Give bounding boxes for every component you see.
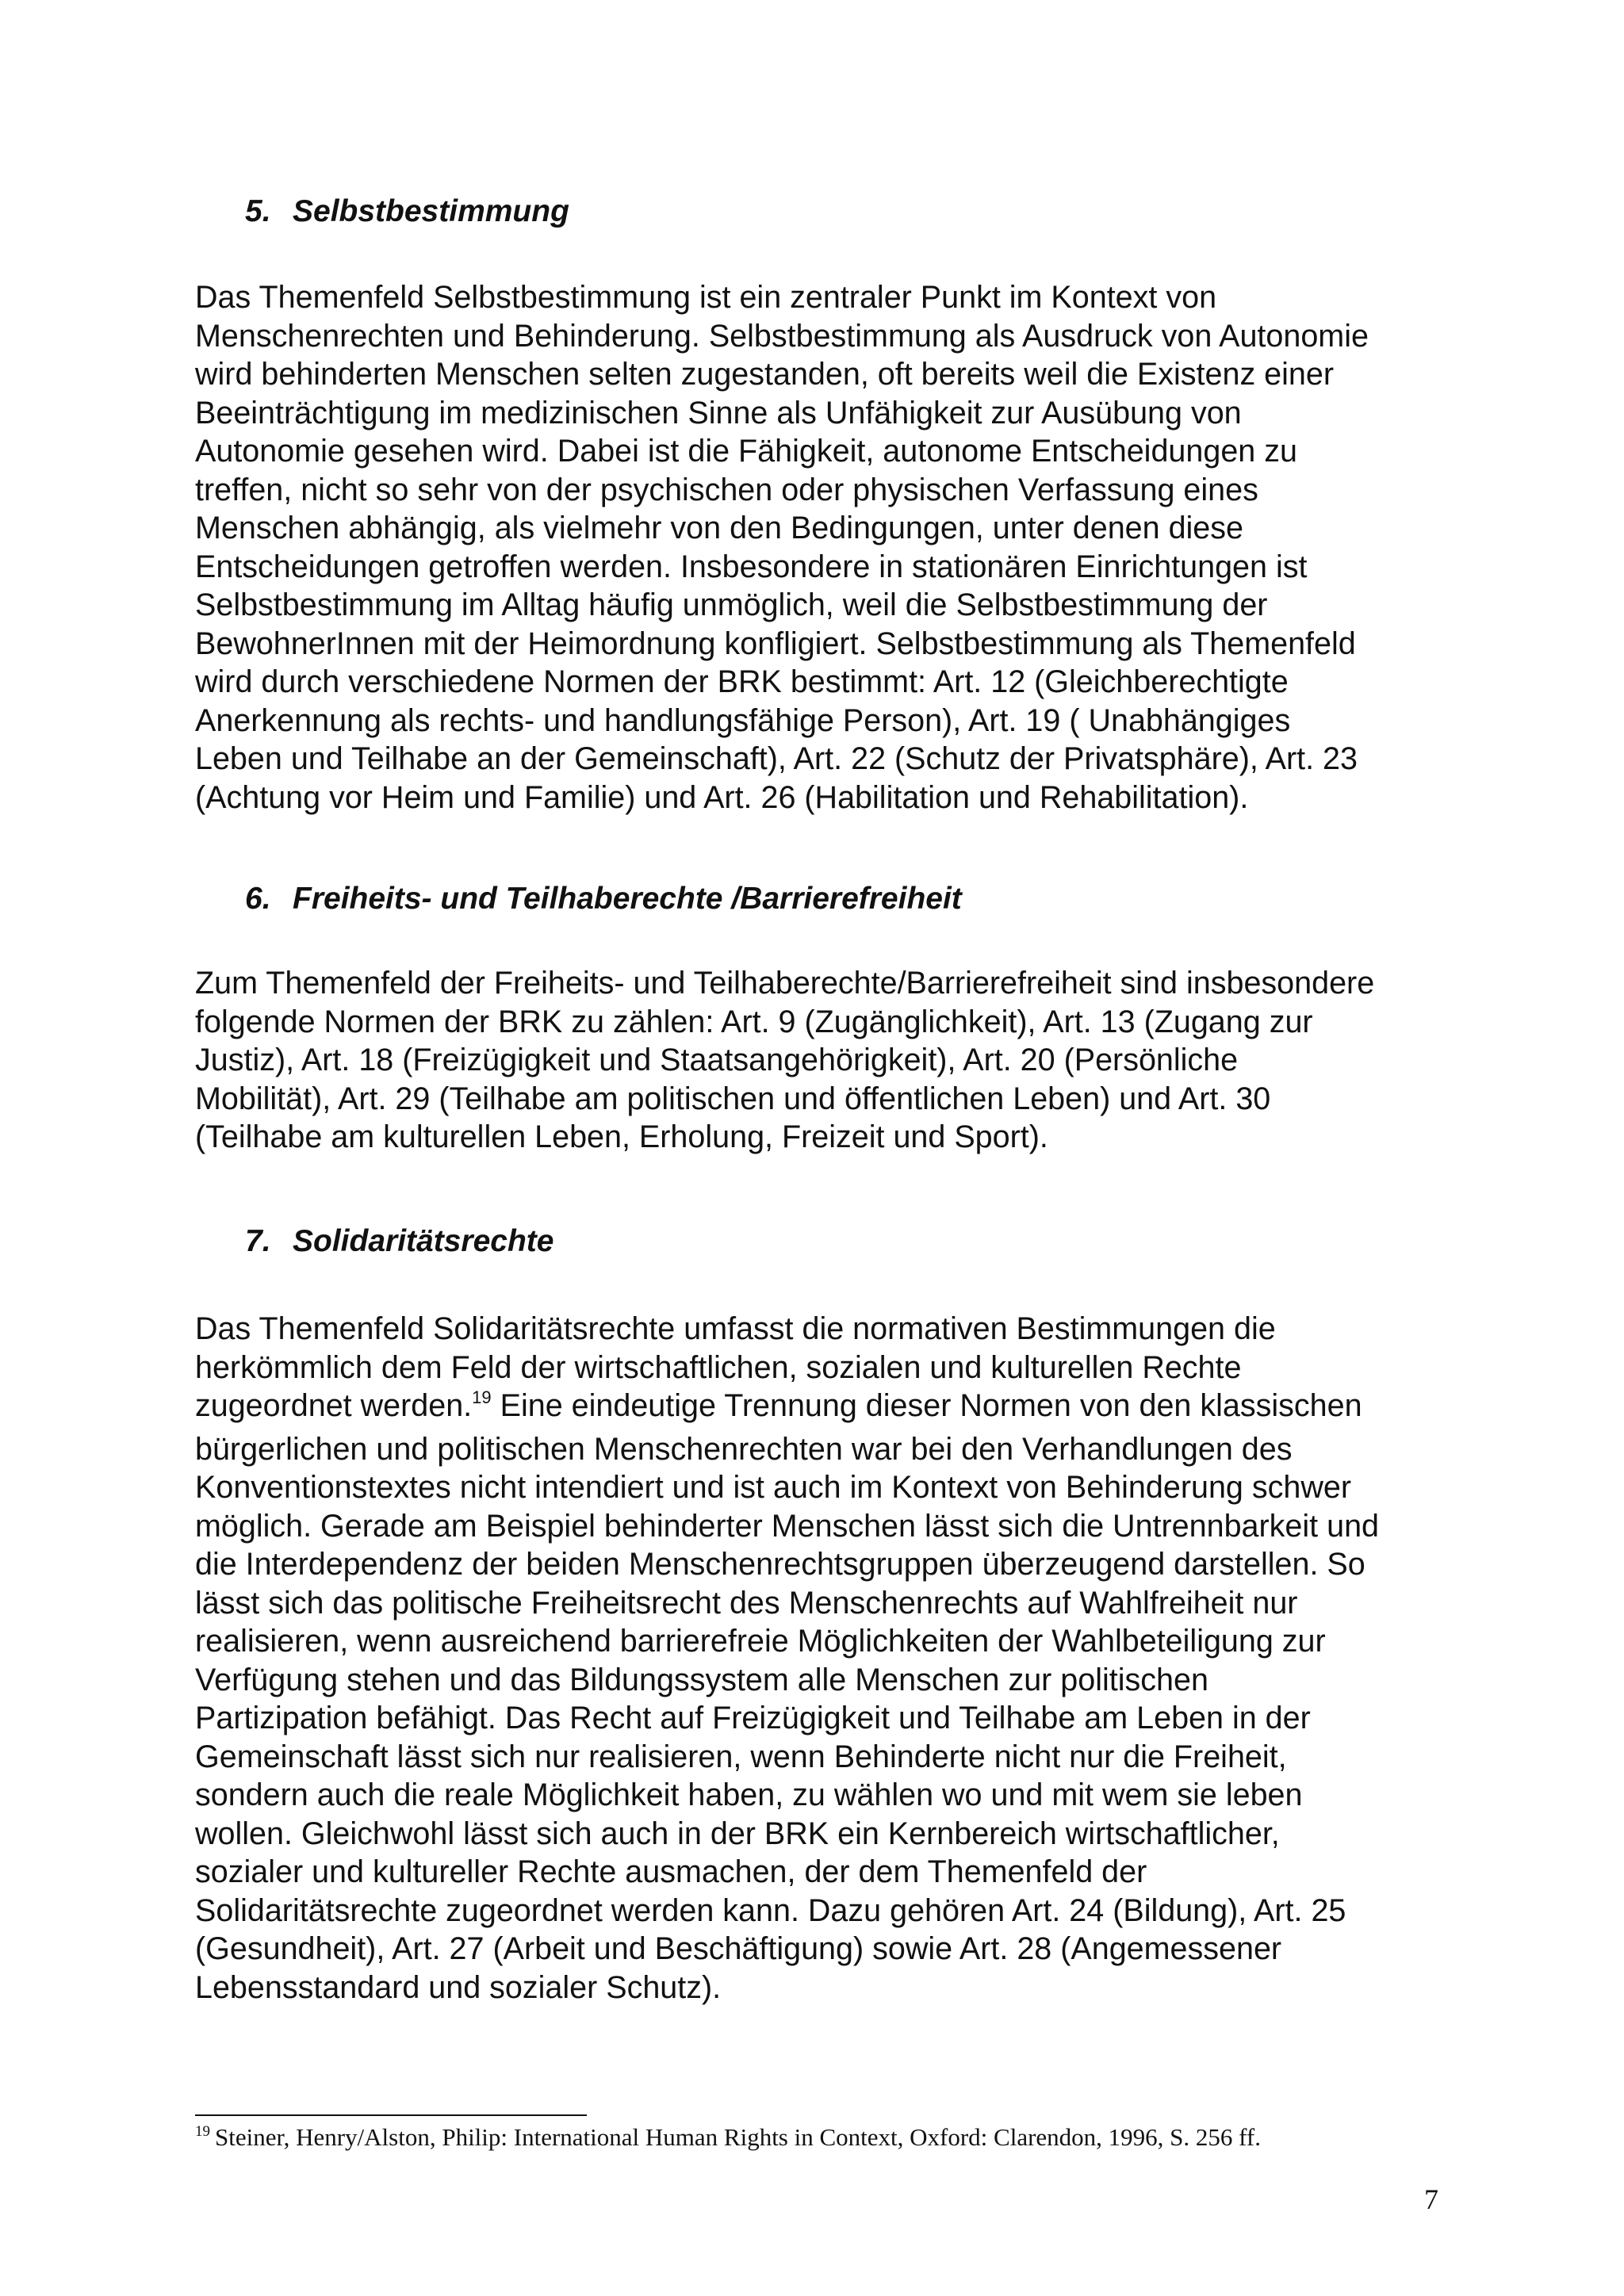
- section-heading-7: [195, 1223, 1498, 1261]
- text-line: BewohnerInnen mit der Heimordnung konfligiert. Selbstbestimmung als Themenfeld: [195, 626, 1356, 661]
- text-line: Anerkennung als rechts- und handlungsfähige Person), Art. 19 ( Unabhängiges: [195, 702, 1291, 738]
- text-line: folgende Normen der BRK zu zählen: Art. 9 (Zugänglichkeit), Art. 13 (Zugang zur: [195, 1004, 1313, 1039]
- text-line: Solidaritätsrechte zugeordnet werden kann. Dazu gehören Art. 24 (Bildung), Art. 25: [195, 1892, 1346, 1928]
- text-line: realisieren, wenn ausreichend barrierefreie Möglichkeiten der Wahlbeteiligung zur: [195, 1624, 1326, 1659]
- text-line: herkömmlich dem Feld der wirtschaftlichen, sozialen und kulturellen Rechte: [195, 1349, 1242, 1385]
- text-line: Partizipation befähigt. Das Recht auf Freizügigkeit und Teilhabe am Leben in der: [195, 1701, 1311, 1735]
- text-segment: Eine eindeutige Trennung dieser Normen von den klassischen: [491, 1388, 1362, 1423]
- text-line: Menschenrechten und Behinderung. Selbstbestimmung als Ausdruck von Autonomie: [195, 318, 1369, 354]
- footnote-text: Steiner, Henry/Alston, Philip: International Human Rights in Context, Oxford: Clarendon, 1996, S. 256 ff.: [215, 2123, 1261, 2151]
- text-line: treffen, nicht so sehr von der psychischen oder physischen Verfassung eines: [195, 472, 1258, 507]
- text-line: Selbstbestimmung im Alltag häufig unmöglich, weil die Selbstbestimmung der: [195, 587, 1268, 622]
- text-line: Lebensstandard und sozialer Schutz).: [195, 1969, 722, 2005]
- text-segment: zugeordnet werden.: [195, 1388, 473, 1423]
- text-line: die Interdependenz der beiden Menschenrechtsgruppen überzeugend darstellen. So: [195, 1547, 1365, 1582]
- text-line: möglich. Gerade am Beispiel behinderter Menschen lässt sich die Untrennbarkeit und: [195, 1508, 1380, 1544]
- text-line: (Teilhabe am kulturellen Leben, Erholung, Freizeit und Sport).: [195, 1119, 1048, 1154]
- text-line: Gemeinschaft lässt sich nur realisieren, wenn Behinderte nicht nur die Freiheit,: [195, 1739, 1287, 1774]
- footnote-reference[interactable]: 19: [472, 1387, 492, 1407]
- text-line: Zum Themenfeld der Freiheits- und Teilhaberechte/Barrierefreiheit sind insbesondere: [195, 966, 1375, 1001]
- text-line: Leben und Teilhabe an der Gemeinschaft), Art. 22 (Schutz der Privatsphäre), Art. 23: [195, 741, 1358, 776]
- section-number: 6.: [245, 882, 271, 916]
- section-paragraph-6: [195, 964, 1448, 1157]
- text-line: bürgerlichen und politischen Menschenrechten war bei den Verhandlungen des: [195, 1431, 1293, 1467]
- text-line: wird behinderten Menschen selten zugestanden, oft bereits weil die Existenz einer: [195, 357, 1335, 392]
- text-line: wollen. Gleichwohl lässt sich auch in der BRK ein Kernbereich wirtschaftlicher,: [195, 1816, 1280, 1851]
- text-line: sondern auch die reale Möglichkeit haben, zu wählen wo und mit wem sie leben: [195, 1777, 1303, 1812]
- text-line: wird durch verschiedene Normen der BRK bestimmt: Art. 12 (Gleichberechtigte: [195, 664, 1289, 699]
- text-line: Das Themenfeld Solidaritätsrechte umfasst die normativen Bestimmungen die: [195, 1311, 1276, 1346]
- section-heading-6: [195, 880, 1498, 918]
- section-title: Selbstbestimmung: [293, 194, 569, 228]
- text-line: Justiz), Art. 18 (Freizügigkeit und Staatsangehörigkeit), Art. 20 (Persönliche: [195, 1043, 1239, 1077]
- text-line: Konventionstextes nicht intendiert und ist auch im Kontext von Behinderung schwer: [195, 1470, 1351, 1505]
- footnote: [195, 2122, 1261, 2157]
- footnote-number: 19: [195, 2123, 210, 2140]
- section-title: Freiheits- und Teilhaberechte /Barrierefreiheit: [293, 882, 962, 916]
- text-line: (Gesundheit), Art. 27 (Arbeit und Beschäftigung) sowie Art. 28 (Angemessener: [195, 1931, 1282, 1966]
- text-line: Mobilität), Art. 29 (Teilhabe am politischen und öffentlichen Leben) und Art. 30: [195, 1081, 1271, 1116]
- text-line: Verfügung stehen und das Bildungssystem alle Menschen zur politischen: [195, 1662, 1208, 1697]
- section-heading-5: [195, 193, 1498, 231]
- section-paragraph-5: [195, 278, 1448, 817]
- footnote-separator: [195, 2114, 587, 2116]
- text-line: lässt sich das politische Freiheitsrecht des Menschenrechts auf Wahlfreiheit nur: [195, 1585, 1298, 1621]
- text-line: [195, 1387, 1448, 1430]
- section-title: Solidaritätsrechte: [293, 1224, 554, 1258]
- text-line: sozialer und kultureller Rechte ausmachen, der dem Themenfeld der: [195, 1854, 1147, 1889]
- text-line: Entscheidungen getroffen werden. Insbesondere in stationären Einrichtungen ist: [195, 549, 1308, 584]
- section-number: 5.: [245, 194, 271, 228]
- page-number: 7: [1424, 2183, 1438, 2215]
- text-line: Beeinträchtigung im medizinischen Sinne als Unfähigkeit zur Ausübung von: [195, 395, 1242, 430]
- section-number: 7.: [245, 1224, 271, 1258]
- text-line: (Achtung vor Heim und Familie) und Art. 26 (Habilitation und Rehabilitation).: [195, 779, 1249, 815]
- text-line: Autonomie gesehen wird. Dabei ist die Fähigkeit, autonome Entscheidungen zu: [195, 434, 1297, 469]
- section-paragraph-7: [195, 1310, 1448, 2007]
- text-line: Das Themenfeld Selbstbestimmung ist ein zentraler Punkt im Kontext von: [195, 280, 1217, 315]
- text-line: Menschen abhängig, als vielmehr von den Bedingungen, unter denen diese: [195, 511, 1243, 545]
